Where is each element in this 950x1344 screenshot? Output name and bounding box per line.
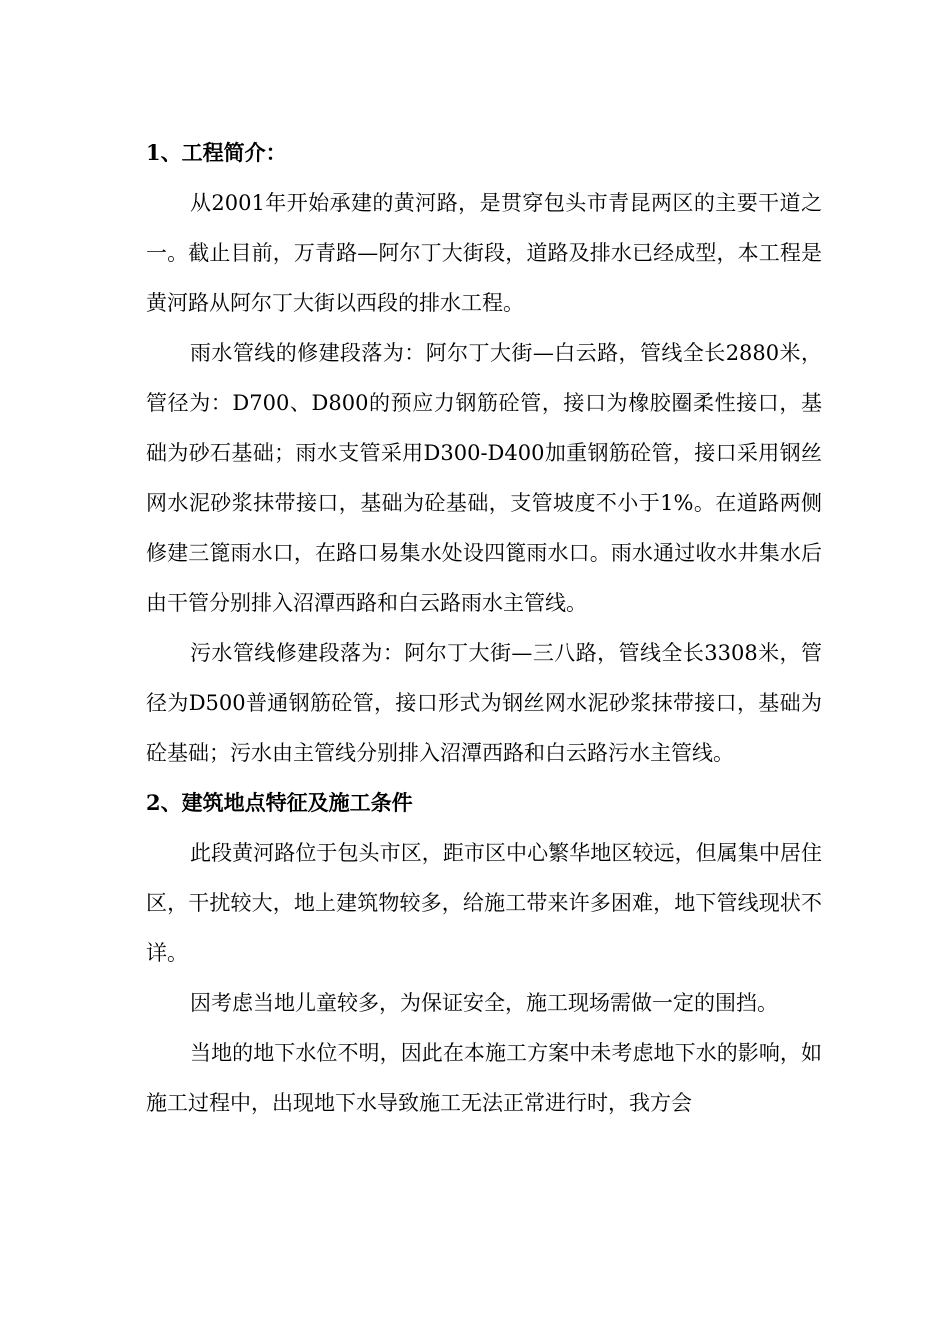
section-heading-project-intro: 1、工程简介： [146,140,287,165]
paragraph-rainwater-pipeline: 雨水管线的修建段落为：阿尔丁大街—白云路，管线全长2880米，管径为：D700、D800的预应力钢筋砼管，接口为橡胶圈柔性接口，基础为砂石基础；雨水支管采用D300-D400加重钢筋砼管，接口采用钢丝网水泥砂浆抹带接口，基础为砼基础，支管坡度不小于1%。在道路两侧修建三篦雨水口，在路口易集水处设四篦雨水口。雨水通过收水井集水后由干管分别排入沼潭西路和白云路雨水主管线。 [146,341,822,615]
paragraph-sewage-pipeline: 污水管线修建段落为：阿尔丁大街—三八路，管线全长3308米，管径为D500普通钢筋砼管，接口形式为钢丝网水泥砂浆抹带接口，基础为砼基础；污水由主管线分别排入沼潭西路和白云路污水主管线。 [146,641,822,765]
paragraph-groundwater: 当地的地下水位不明，因此在本施工方案中未考虑地下水的影响，如施工过程中，出现地下水导致施工无法正常进行时，我方会 [146,1041,822,1115]
paragraph-safety-fencing: 因考虑当地儿童较多，为保证安全，施工现场需做一定的围挡。 [190,991,778,1015]
section-heading-site-conditions: 2、建筑地点特征及施工条件 [146,790,413,815]
paragraph-site-location: 此段黄河路位于包头市区，距市区中心繁华地区较远，但属集中居住区，干扰较大，地上建筑物较多，给施工带来许多困难，地下管线现状不详。 [146,841,822,965]
paragraph-project-overview: 从2001年开始承建的黄河路，是贯穿包头市青昆两区的主要干道之一。截止目前，万青路—阿尔丁大街段，道路及排水已经成型，本工程是黄河路从阿尔丁大街以西段的排水工程。 [146,191,822,315]
document-body [146,128,822,1128]
